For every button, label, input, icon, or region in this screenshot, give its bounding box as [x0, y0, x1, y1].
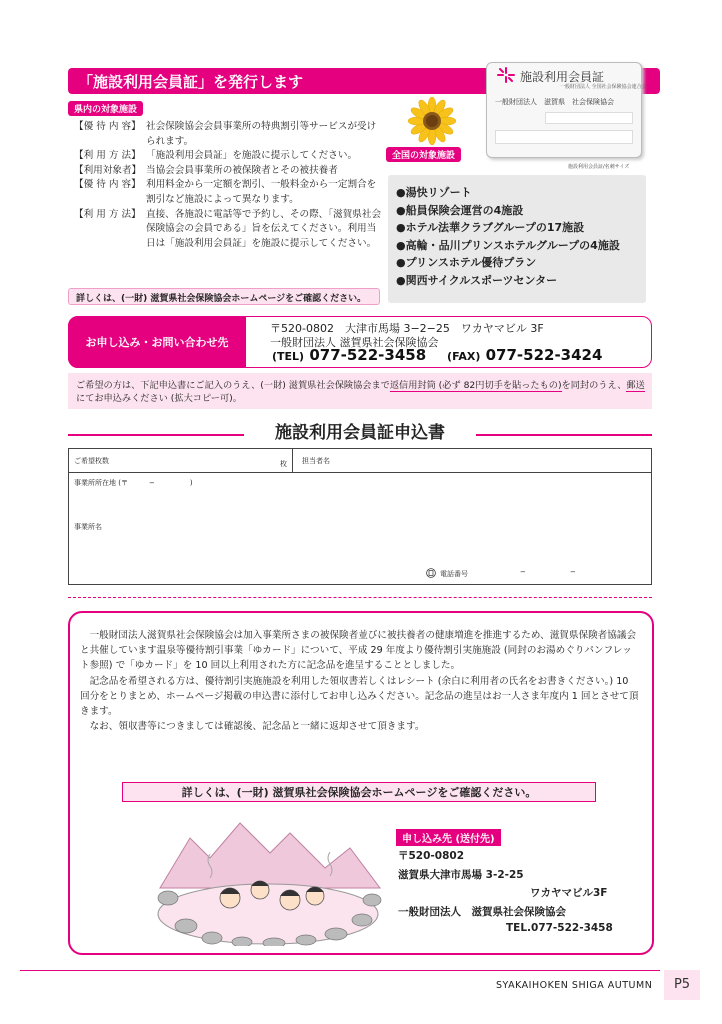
info-value: 社会保険協会会員事業所の特典割引等サービスが受けられます。: [146, 121, 377, 147]
list-item: ●ホテル法華クラブグループの17施設: [396, 221, 585, 234]
info-row: [74, 120, 384, 149]
info-value: 直接、各施設に電話等で予約し、その際、「滋賀県社会保険協会の会員である」旨を伝えてください。利用当日は「施設利用会員証」を施設に提示してください。: [146, 208, 382, 249]
form-divider: [68, 472, 652, 473]
card-logo-icon: [496, 66, 516, 84]
note-text: ご希望の方は、下記申込書にご記入のうえ、(一財) 滋賀県社会保険協会まで: [76, 380, 390, 391]
application-note: [76, 379, 646, 405]
card-caption: 施設利用会員証/名刺サイズ: [568, 164, 630, 170]
info-value: 当協会会員事業所の被保険者とその被扶養者: [146, 164, 338, 176]
card-subtitle: 一般財団法人 全国社会保険協会連合会: [560, 84, 647, 90]
contact-organization: 一般財団法人 滋賀県社会保険協会: [270, 336, 439, 349]
list-item: ●高輪・品川プリンスホテルグループの4施設: [396, 238, 620, 252]
info-key: 【優 待 内 容】: [74, 179, 141, 191]
phone-separator: −: [520, 568, 526, 576]
info-key: 【利 用 方 法】: [74, 208, 141, 220]
destination-line: ワカヤマビル3F: [530, 887, 608, 899]
fax-label: (FAX): [447, 350, 481, 363]
person-label: 担当者名: [302, 457, 330, 465]
contact-address: 〒520-0802 大津市馬場 3−2−25 ワカヤマビル 3F: [270, 322, 544, 335]
list-item: ●船員保険会運営の4施設: [396, 203, 524, 217]
tel-number: 077-522-3458: [309, 346, 427, 364]
form-divider: [292, 448, 293, 473]
list-item: ●プリンスホテル優待プラン: [396, 256, 537, 269]
destination-line: 一般財団法人 滋賀県社会保険協会: [398, 906, 566, 918]
card-title: 施設利用会員証: [520, 70, 605, 84]
phone-label: 電話番号: [440, 570, 468, 578]
footer-rule: [20, 970, 660, 971]
card-field: [495, 130, 633, 144]
phone-field[interactable]: [480, 564, 646, 580]
note-text: を同封のうえ、: [561, 380, 627, 391]
address-field[interactable]: [74, 490, 646, 514]
card-organization: 一般財団法人 滋賀県 社会保険協会: [495, 98, 614, 106]
phone-separator: −: [570, 568, 576, 576]
cut-line: [68, 597, 652, 598]
info-key: 【優 待 内 容】: [74, 121, 141, 132]
prefecture-facilities-tag: 県内の対象施設: [68, 101, 143, 116]
count-label: ご希望枚数: [74, 457, 109, 465]
company-name-label: 事業所名: [74, 523, 102, 531]
campaign-paragraph: 記念品を希望される方は、優待割引実施施設を利用した領収書若しくはレシート (余白に利用者の氏名をお書きください。) 10 回分をとりまとめ、ホームページ掲載の申込書に添付してお申し込みください。記念品の進呈はお一人さま年度内 1 回とさせて頂きます。: [80, 675, 639, 718]
national-facilities-list: [396, 184, 620, 289]
info-row: [74, 164, 384, 179]
info-value: 利用料金から一定額を割引、一般料金から一定割合を割引など施設によって異なります。: [146, 179, 377, 205]
person-field[interactable]: [350, 452, 646, 468]
page-title: 「施設利用会員証」を発行します: [78, 73, 304, 91]
note-text: にてお申込みください (拡大コピー可)。: [76, 393, 242, 404]
contact-label: お申し込み・お問い合わせ先: [68, 316, 246, 368]
count-unit: 枚: [280, 460, 287, 468]
page-number: P5: [664, 970, 700, 1000]
hot-spring-illustration: [150, 818, 386, 946]
company-name-field[interactable]: [74, 534, 646, 560]
info-row: [74, 208, 384, 252]
campaign-paragraph: 一般財団法人滋賀県社会保険協会は加入事業所さまの被保険者並びに被扶養者の健康増進を推進するため、滋賀県保険者協議会と共催しています温泉等優待割引事業「ゆカード」について、平成 29 年度より優待割引実施施設 (同封のお湯めぐりパンフレット参照) で「ゆカード」を 10 回以上利用された方に記念品を進呈することとしました。: [80, 630, 637, 672]
destination-line: 滋賀県大津市馬場 3-2-25: [398, 869, 524, 881]
info-key: 【利用対象者】: [74, 164, 142, 176]
contact-phone-line: [272, 346, 602, 364]
notice-text: 詳しくは、(一財) 滋賀県社会保険協会ホームページをご確認ください。: [76, 294, 367, 304]
campaign-text: [80, 628, 640, 734]
sunflower-icon: [404, 96, 460, 146]
footer-text: SYAKAIHOKEN SHIGA AUTUMN: [496, 980, 653, 991]
list-item: ●湯快リゾート: [396, 186, 472, 199]
phone-icon: [426, 568, 436, 578]
address-label: 事業所所在地 (〒 − ): [74, 479, 193, 487]
prefecture-info-table: [74, 120, 384, 251]
tel-label: (TEL): [272, 350, 305, 363]
detail-text: 詳しくは、(一財) 滋賀県社会保険協会ホームページをご確認ください。: [181, 786, 537, 799]
campaign-paragraph: なお、領収書等につきましては確認後、記念品と一緒に返却させて頂きます。: [89, 721, 425, 733]
destination-line: 〒520-0802: [398, 850, 464, 862]
national-facilities-tag: 全国の対象施設: [386, 147, 461, 162]
destination-label: 申し込み先 (送付先): [396, 829, 501, 846]
info-row: [74, 149, 384, 164]
info-value: 「施設利用会員証」を施設に提示してください。: [146, 150, 358, 162]
info-row: [74, 178, 384, 207]
note-highlight: 返信用封筒 (必ず 82円切手を貼ったもの): [389, 380, 562, 391]
info-key: 【利 用 方 法】: [74, 150, 141, 162]
note-highlight: 郵送: [626, 380, 645, 391]
form-title: 施設利用会員証申込書: [244, 420, 476, 446]
list-item: ●関西サイクルスポーツセンター: [396, 273, 558, 287]
count-field[interactable]: [212, 452, 274, 468]
fax-number: 077-522-3424: [485, 346, 603, 364]
card-field: [545, 112, 633, 124]
destination-line: TEL.077-522-3458: [506, 922, 613, 934]
